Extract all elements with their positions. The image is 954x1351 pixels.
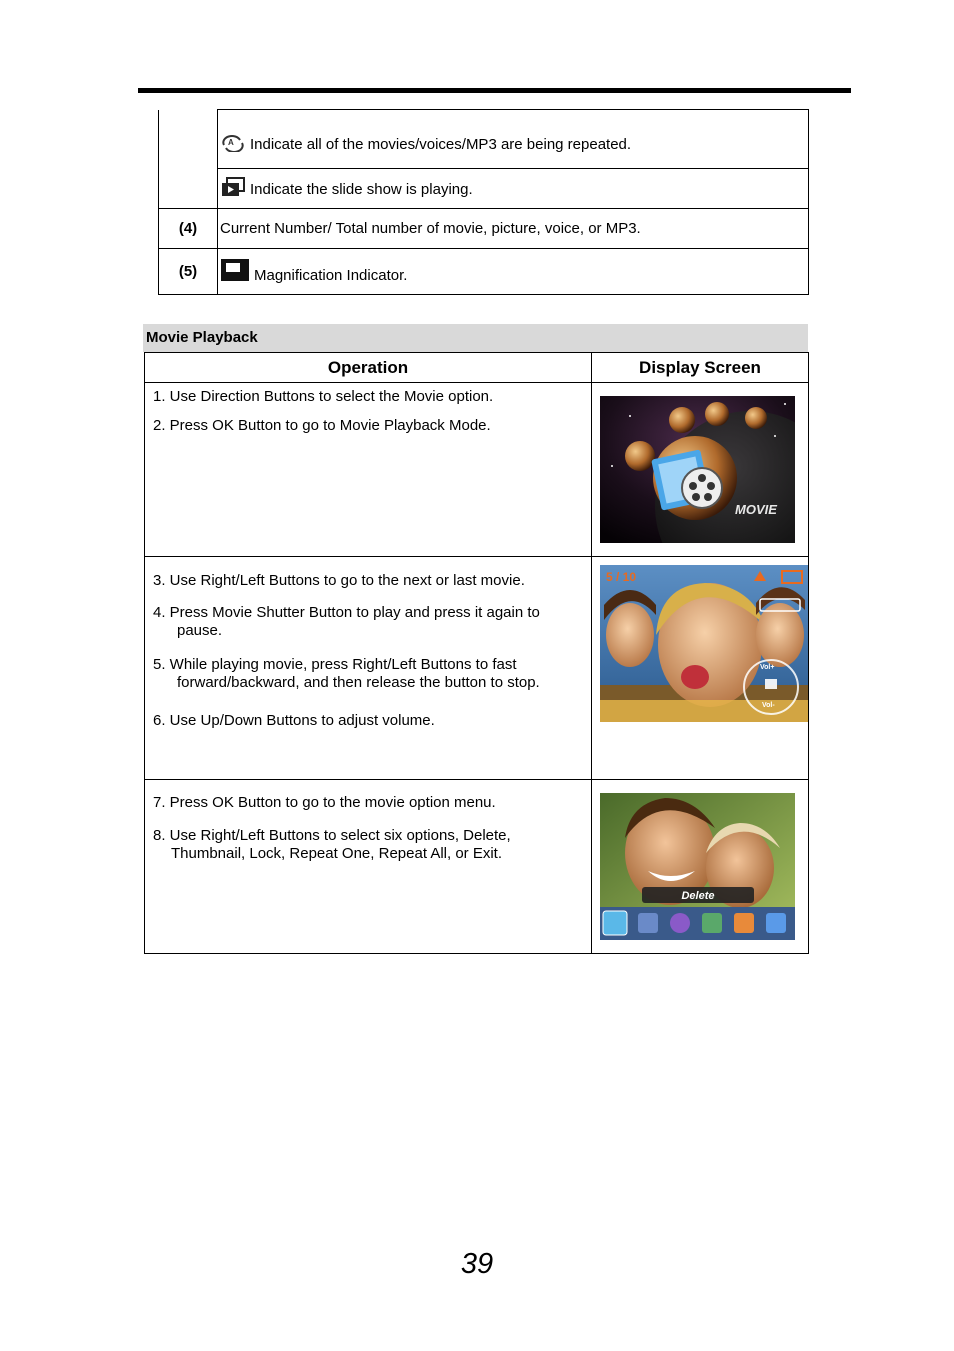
legend-text-current-number: Current Number/ Total number of movie, picture, voice, or MP3. [218, 209, 809, 249]
step-7: 7. Press OK Button to go to the movie option menu. [153, 794, 496, 811]
page-number: 39 [460, 1248, 494, 1280]
operation-cell-1 [145, 383, 592, 557]
screen-vol-up: Vol+ [760, 664, 775, 671]
screen-vol-down: Vol- [762, 702, 775, 709]
repeat-all-icon [220, 134, 246, 156]
display-cell-2 [592, 557, 809, 780]
movie-playback-table [144, 352, 809, 954]
display-cell-1 [592, 383, 809, 557]
legend-num-cell [159, 110, 218, 169]
magnification-icon [220, 258, 250, 286]
movie-option-menu-screen [600, 793, 795, 940]
legend-row-magnification [218, 249, 809, 295]
movie-playback-title: Movie Playback [143, 324, 808, 352]
screen-label-delete: Delete [681, 890, 715, 902]
legend-num-cell [159, 169, 218, 209]
movie-playback-screen [600, 565, 808, 722]
step-6: 6. Use Up/Down Buttons to adjust volume. [153, 712, 435, 729]
display-cell-3 [592, 780, 809, 954]
operation-cell-3 [145, 780, 592, 954]
display-screen-header: Display Screen [592, 353, 809, 383]
step-8: 8. Use Right/Left Buttons to select six options, Delete, Thumbnail, Lock, Repeat One, Repeat All, or Exit. [153, 827, 511, 862]
screen-counter: 5 / 10 [606, 570, 637, 584]
legend-row-repeat-all [218, 110, 809, 169]
screen-label-movie: MOVIE [735, 502, 777, 517]
step-1: 1. Use Direction Buttons to select the Movie option. [153, 388, 494, 405]
legend-num-4: (4) [159, 209, 218, 249]
legend-text-slideshow: Indicate the slide show is playing. [250, 180, 473, 198]
legend-text-magnification: Magnification Indicator. [254, 266, 408, 284]
svg-text:A: A [228, 138, 234, 147]
step-3: 3. Use Right/Left Buttons to go to the next or last movie. [153, 572, 525, 589]
operation-header: Operation [145, 353, 592, 383]
top-rule [138, 88, 851, 93]
legend-row-slideshow [218, 169, 809, 209]
operation-cell-2 [145, 557, 592, 780]
movie-menu-screen [600, 396, 795, 543]
step-4: 4. Press Movie Shutter Button to play and press it again to pause. [153, 604, 540, 639]
legend-num-5: (5) [159, 249, 218, 295]
step-5: 5. While playing movie, press Right/Left Buttons to fast forward/backward, and then release the button to stop. [153, 656, 540, 691]
slideshow-icon [220, 177, 246, 201]
indicator-legend-table [158, 109, 809, 295]
legend-text-repeat-all: Indicate all of the movies/voices/MP3 are being repeated. [250, 136, 632, 153]
step-2: 2. Press OK Button to go to Movie Playback Mode. [153, 417, 491, 434]
